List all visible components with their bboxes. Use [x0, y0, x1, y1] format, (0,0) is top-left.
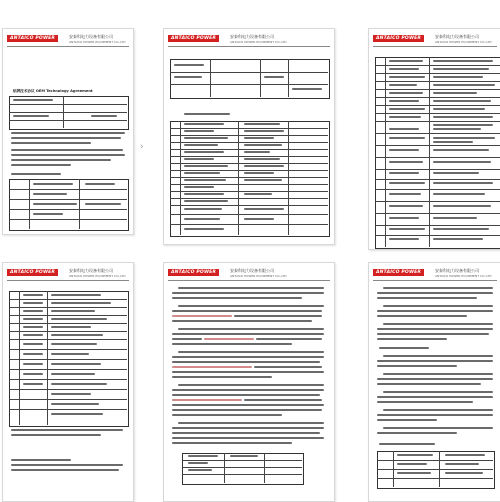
text-line [172, 427, 324, 429]
table-rule [9, 369, 127, 370]
table-rule [9, 104, 127, 105]
text-line [172, 366, 252, 368]
brand-logo: ANTAICO POWER [373, 35, 424, 42]
table-rule [260, 59, 261, 97]
text-line [244, 399, 322, 401]
text-line [11, 164, 71, 166]
text-line [11, 154, 125, 156]
table-rule [210, 59, 211, 97]
table-rule [9, 189, 127, 190]
text-line [377, 315, 467, 317]
text-line [172, 356, 324, 358]
table-rule [170, 170, 328, 171]
table-rule [375, 133, 500, 134]
text-line [178, 287, 324, 289]
company-name-en: ANTAICO POWER EQUIPMENT CO.,LTD [435, 40, 492, 44]
header-divider [168, 280, 330, 281]
table-rule [375, 121, 500, 122]
text-line [383, 287, 493, 289]
text-line [383, 409, 493, 411]
brand-logo: ANTAICO POWER [373, 269, 424, 276]
header-divider [7, 46, 129, 47]
text-line [172, 437, 324, 439]
table-rule [9, 120, 127, 121]
data-table [377, 451, 495, 489]
table-rule [170, 128, 328, 129]
table-rule [182, 467, 302, 468]
table-rule [180, 121, 181, 235]
table-rule [375, 113, 500, 114]
table-rule [9, 199, 127, 200]
table-rule [9, 339, 127, 340]
text-line [254, 366, 322, 368]
table-rule [375, 179, 500, 180]
company-name-cn: 安泰科电力设备有限公司 [435, 268, 479, 273]
table-rule [375, 213, 500, 214]
text-line [11, 137, 121, 139]
text-line [172, 361, 320, 363]
text-line [377, 328, 493, 330]
text-line [11, 159, 111, 161]
brand-logo: ANTAICO POWER [168, 35, 219, 42]
table-rule [170, 156, 328, 157]
table-rule [377, 469, 493, 470]
company-name-en: ANTAICO POWER EQUIPMENT CO.,LTD [230, 40, 287, 44]
text-line [383, 355, 493, 357]
text-line [377, 297, 477, 299]
document-page-4[interactable] [2, 262, 134, 502]
text-line [377, 383, 481, 385]
text-line [379, 443, 435, 445]
page-title: 贴牌技术协议 OEM Technology Agreement [13, 89, 93, 93]
table-rule [9, 323, 127, 324]
text-line [377, 378, 493, 380]
text-line [172, 442, 292, 444]
table-rule [9, 389, 127, 390]
table-rule [375, 97, 500, 98]
header-divider [373, 46, 497, 47]
chevron-right-icon[interactable]: › [140, 142, 144, 152]
text-line [172, 343, 292, 345]
table-rule [170, 84, 328, 85]
table-rule [170, 142, 328, 143]
company-name-cn: 安泰科电力设备有限公司 [435, 34, 479, 39]
company-name-en: ANTAICO POWER EQUIPMENT CO.,LTD [69, 274, 126, 278]
table-rule [170, 205, 328, 206]
table-rule [9, 209, 127, 210]
table-rule [182, 460, 302, 461]
table-rule [288, 121, 289, 235]
table-rule [170, 72, 328, 73]
header-divider [7, 280, 129, 281]
text-line [377, 419, 437, 421]
table-rule [377, 478, 493, 479]
text-line [172, 310, 322, 312]
table-rule [170, 191, 328, 192]
table-rule [9, 359, 127, 360]
table-rule [375, 157, 500, 158]
table-rule [224, 453, 225, 483]
text-line [172, 399, 242, 401]
table-rule [375, 145, 500, 146]
text-line [377, 365, 457, 367]
table-rule [79, 179, 80, 229]
text-line [178, 351, 324, 353]
text-line [172, 414, 282, 416]
text-line [178, 328, 324, 330]
text-line [172, 371, 324, 373]
table-rule [9, 112, 127, 113]
info-table [9, 96, 129, 130]
text-line [172, 409, 322, 411]
text-line [178, 422, 324, 424]
table-rule [63, 96, 64, 128]
table-rule [238, 121, 239, 235]
text-line [383, 391, 493, 393]
table-rule [385, 57, 386, 247]
text-line [377, 333, 489, 335]
table-rule [375, 169, 500, 170]
header-divider [373, 280, 497, 281]
brand-logo: ANTAICO POWER [7, 269, 58, 276]
text-line [11, 469, 119, 471]
table-rule [9, 299, 127, 300]
table-rule [170, 163, 328, 164]
text-line [172, 292, 324, 294]
table-rule [375, 81, 500, 82]
table-rule [375, 73, 500, 74]
text-line [172, 389, 324, 391]
text-line [11, 464, 123, 466]
text-line [178, 305, 324, 307]
table-rule [19, 291, 20, 425]
table-rule [264, 453, 265, 483]
table-rule [170, 149, 328, 150]
text-line [172, 404, 324, 406]
document-page-1[interactable] [2, 28, 134, 235]
text-line [11, 434, 101, 436]
text-line [172, 394, 320, 396]
table-rule [182, 474, 302, 475]
company-name-en: ANTAICO POWER EQUIPMENT CO.,LTD [69, 40, 126, 44]
table-rule [375, 201, 500, 202]
table-rule [288, 59, 289, 97]
document-page-5[interactable] [163, 262, 335, 502]
text-line [377, 396, 493, 398]
text-line [234, 315, 322, 317]
document-page-6[interactable] [368, 262, 500, 502]
text-line [184, 113, 230, 115]
company-name-cn: 安泰科电力设备有限公司 [230, 268, 274, 273]
text-line [172, 320, 312, 322]
table-rule [9, 379, 127, 380]
document-page-2[interactable] [163, 28, 335, 245]
text-line [383, 427, 493, 429]
table-rule [9, 307, 127, 308]
text-line [172, 315, 232, 317]
text-line [377, 432, 457, 434]
text-line [377, 401, 473, 403]
text-line [11, 429, 123, 431]
table-rule [375, 189, 500, 190]
table-rule [170, 184, 328, 185]
table-rule [170, 177, 328, 178]
company-name-en: ANTAICO POWER EQUIPMENT CO.,LTD [230, 274, 287, 278]
text-line [204, 338, 254, 340]
text-line [379, 347, 429, 349]
table-rule [9, 331, 127, 332]
text-line [11, 173, 61, 175]
text-line [256, 338, 322, 340]
table-rule [29, 179, 30, 229]
text-line [377, 310, 493, 312]
text-line [377, 414, 493, 416]
table-rule [47, 291, 48, 425]
document-page-3[interactable] [368, 28, 500, 250]
brand-logo: ANTAICO POWER [168, 269, 219, 276]
table-rule [170, 135, 328, 136]
text-line [383, 323, 493, 325]
company-name-en: ANTAICO POWER EQUIPMENT CO.,LTD [435, 274, 492, 278]
table-rule [9, 349, 127, 350]
text-line [11, 459, 71, 461]
table-rule [9, 409, 127, 410]
text-line [377, 292, 493, 294]
text-line [11, 142, 91, 144]
header-divider [168, 46, 330, 47]
table-rule [429, 57, 430, 247]
brand-logo: ANTAICO POWER [7, 35, 58, 42]
text-line [178, 384, 324, 386]
table-rule [375, 105, 500, 106]
company-name-cn: 安泰科电力设备有限公司 [69, 268, 113, 273]
text-line [11, 132, 125, 134]
table-rule [170, 214, 328, 215]
company-name-cn: 安泰科电力设备有限公司 [230, 34, 274, 39]
table-rule [375, 65, 500, 66]
text-line [172, 376, 272, 378]
table-rule [377, 460, 493, 461]
text-line [172, 338, 202, 340]
company-name-cn: 安泰科电力设备有限公司 [69, 34, 113, 39]
text-line [11, 149, 123, 151]
text-line [377, 360, 493, 362]
text-line [383, 305, 493, 307]
text-line [377, 338, 447, 340]
text-line [172, 297, 302, 299]
table-rule [170, 198, 328, 199]
table-rule [9, 219, 127, 220]
text-line [172, 333, 324, 335]
table-rule [375, 225, 500, 226]
table-rule [9, 315, 127, 316]
table-rule [375, 235, 500, 236]
text-line [383, 373, 493, 375]
table-rule [170, 224, 328, 225]
table-rule [9, 399, 127, 400]
table-rule [375, 89, 500, 90]
text-line [172, 432, 320, 434]
